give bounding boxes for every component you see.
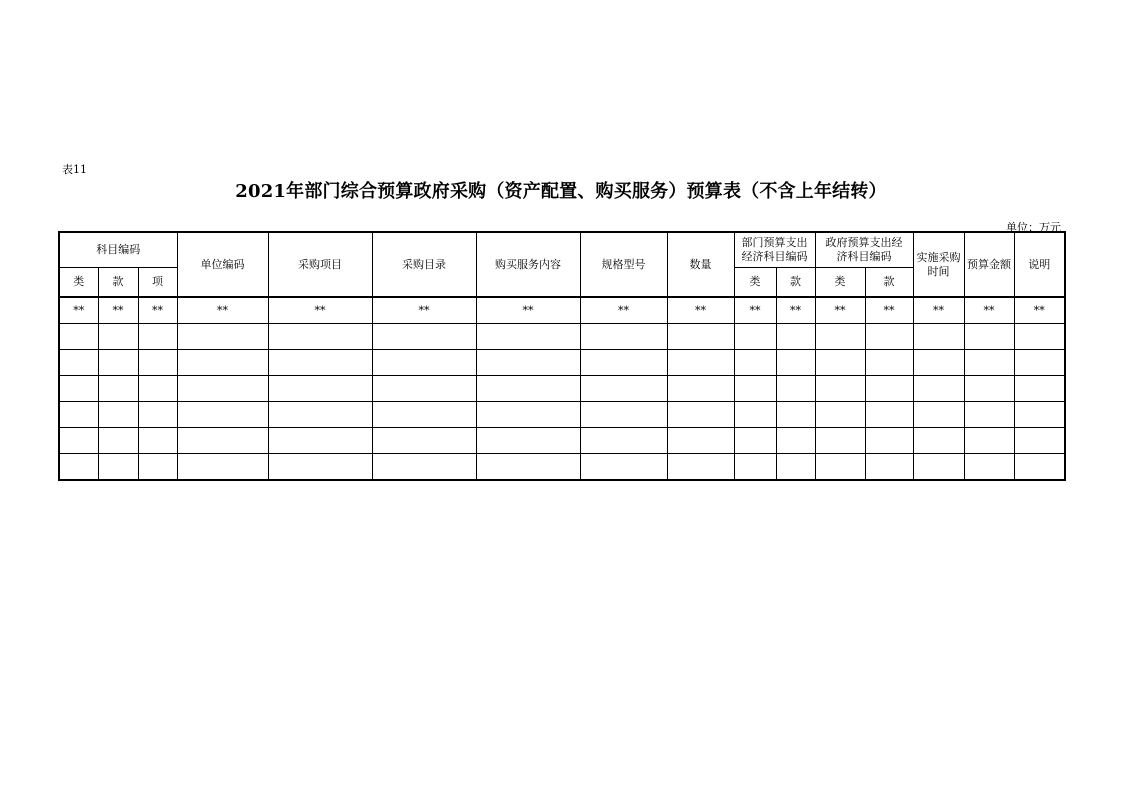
table-cell: [1014, 454, 1065, 481]
table-cell: [964, 324, 1014, 350]
table-cell: **: [776, 297, 815, 324]
table-cell: [98, 428, 138, 454]
table-cell: [138, 324, 177, 350]
header-subject-kuan: 款: [98, 268, 138, 298]
table-cell: [476, 376, 580, 402]
header-subject-code: 科目编码: [59, 232, 177, 268]
table-cell: [667, 350, 734, 376]
table-cell: [476, 428, 580, 454]
table-cell: **: [964, 297, 1014, 324]
table-cell: [865, 324, 913, 350]
table-cell: [667, 402, 734, 428]
table-cell: **: [865, 297, 913, 324]
header-subject-xiang: 项: [138, 268, 177, 298]
table-cell: [268, 350, 372, 376]
table-cell: **: [913, 297, 964, 324]
table-cell: [98, 376, 138, 402]
table-cell: [776, 454, 815, 481]
table-cell: [815, 376, 865, 402]
table-cell: **: [476, 297, 580, 324]
table-cell: [964, 350, 1014, 376]
table-cell: [138, 428, 177, 454]
table-cell: [667, 428, 734, 454]
header-dept-econ-code: 部门预算支出经济科目编码: [734, 232, 815, 268]
table-cell: [580, 402, 667, 428]
table-cell: [865, 428, 913, 454]
header-quantity: 数量: [667, 232, 734, 297]
table-cell: [59, 324, 98, 350]
table-cell: **: [815, 297, 865, 324]
page-title: 2021年部门综合预算政府采购（资产配置、购买服务）预算表（不含上年结转）: [235, 181, 887, 202]
table-cell: [476, 402, 580, 428]
table-cell: [177, 454, 268, 481]
table-cell: [776, 350, 815, 376]
table-cell: [1014, 376, 1065, 402]
table-cell: [1014, 428, 1065, 454]
table-cell: [476, 350, 580, 376]
table-cell: **: [268, 297, 372, 324]
table-cell: [667, 376, 734, 402]
header-gov-kuan: 款: [865, 268, 913, 298]
table-row: [59, 454, 1065, 481]
table-cell: [913, 350, 964, 376]
table-cell: [815, 428, 865, 454]
table-cell: [268, 402, 372, 428]
header-catalog: 采购目录: [372, 232, 476, 297]
table-cell: **: [59, 297, 98, 324]
header-dept-kuan: 款: [776, 268, 815, 298]
header-purchase-time: 实施采购时间: [913, 232, 964, 297]
table-cell: [964, 376, 1014, 402]
table-cell: [580, 324, 667, 350]
table-cell: [177, 350, 268, 376]
header-service-content: 购买服务内容: [476, 232, 580, 297]
table-cell: [98, 324, 138, 350]
table-cell: [815, 350, 865, 376]
header-subject-lei: 类: [59, 268, 98, 298]
table-cell: [59, 454, 98, 481]
table-cell: [138, 376, 177, 402]
table-cell: [59, 350, 98, 376]
table-cell: [177, 402, 268, 428]
table-cell: [177, 324, 268, 350]
table-cell: [59, 402, 98, 428]
table-cell: [1014, 402, 1065, 428]
table-cell: [1014, 350, 1065, 376]
table-cell: [580, 454, 667, 481]
table-cell: [734, 402, 776, 428]
table-cell: [865, 376, 913, 402]
table-number: 表11: [62, 163, 87, 176]
table-cell: [815, 454, 865, 481]
table-cell: [964, 454, 1014, 481]
table-cell: [913, 376, 964, 402]
table-cell: [98, 350, 138, 376]
table-cell: [476, 324, 580, 350]
table-cell: [776, 324, 815, 350]
table-cell: [580, 376, 667, 402]
table-row: [59, 376, 1065, 402]
table-cell: **: [177, 297, 268, 324]
table-cell: **: [734, 297, 776, 324]
table-cell: [776, 402, 815, 428]
table-row: [59, 350, 1065, 376]
table-cell: [268, 454, 372, 481]
table-cell: **: [1014, 297, 1065, 324]
table-cell: [964, 402, 1014, 428]
table-cell: [268, 324, 372, 350]
table-cell: [138, 350, 177, 376]
table-cell: **: [138, 297, 177, 324]
table-cell: [667, 454, 734, 481]
header-note: 说明: [1014, 232, 1065, 297]
header-dept-lei: 类: [734, 268, 776, 298]
table-cell: [913, 402, 964, 428]
header-unit-code: 单位编码: [177, 232, 268, 297]
table-cell: [913, 324, 964, 350]
table-cell: [138, 454, 177, 481]
table-cell: [476, 454, 580, 481]
header-gov-econ-code: 政府预算支出经济科目编码: [815, 232, 913, 268]
table-cell: [734, 350, 776, 376]
table-cell: [580, 350, 667, 376]
table-row: [59, 402, 1065, 428]
table-cell: [734, 376, 776, 402]
table-cell: [815, 324, 865, 350]
table-cell: [776, 428, 815, 454]
header-budget-amount: 预算金额: [964, 232, 1014, 297]
table-cell: [913, 428, 964, 454]
table-cell: [372, 402, 476, 428]
unit-label: 单位：万元: [1006, 221, 1061, 234]
header-gov-lei: 类: [815, 268, 865, 298]
table-cell: [98, 402, 138, 428]
table-cell: [268, 376, 372, 402]
table-cell: [138, 402, 177, 428]
header-spec-model: 规格型号: [580, 232, 667, 297]
table-cell: **: [372, 297, 476, 324]
table-cell: **: [580, 297, 667, 324]
header-project: 采购项目: [268, 232, 372, 297]
table-cell: [734, 454, 776, 481]
table-cell: [177, 376, 268, 402]
table-cell: [372, 428, 476, 454]
table-cell: [98, 454, 138, 481]
table-cell: **: [98, 297, 138, 324]
table-cell: [59, 376, 98, 402]
table-cell: [865, 350, 913, 376]
budget-table: [58, 231, 1066, 481]
table-cell: [667, 324, 734, 350]
table-cell: [372, 350, 476, 376]
table-cell: [865, 454, 913, 481]
table-cell: [865, 402, 913, 428]
table-cell: [776, 376, 815, 402]
table-cell: **: [667, 297, 734, 324]
table-cell: [372, 324, 476, 350]
table-row: [59, 297, 1065, 324]
table-cell: [1014, 324, 1065, 350]
table-row: [59, 428, 1065, 454]
table-cell: [177, 428, 268, 454]
table-row: [59, 324, 1065, 350]
table-cell: [372, 454, 476, 481]
table-cell: [815, 402, 865, 428]
table-cell: [268, 428, 372, 454]
table-cell: [913, 454, 964, 481]
table-cell: [734, 428, 776, 454]
table-cell: [59, 428, 98, 454]
table-cell: [580, 428, 667, 454]
table-cell: [964, 428, 1014, 454]
table-cell: [734, 324, 776, 350]
table-cell: [372, 376, 476, 402]
